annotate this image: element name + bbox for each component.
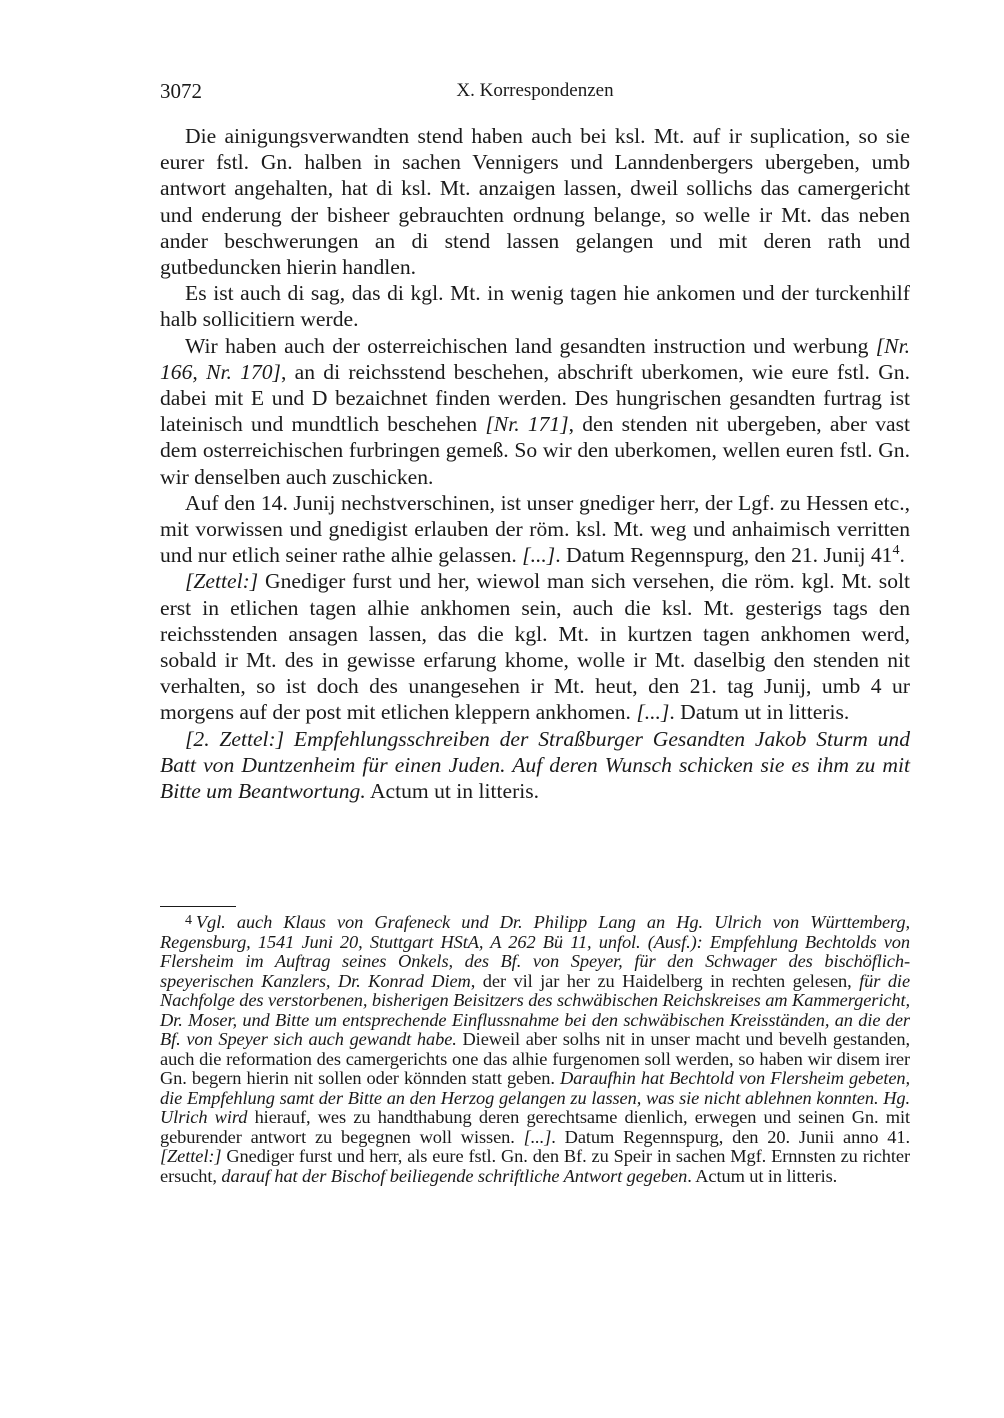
paragraph-3-text-c: , den stenden nit ubergeben, aber vast dem osterreichischen furbringen gemeß. So wir den uberkomen, wellen euren fstl. Gn. wir denselben auch zuschicken. <box>160 412 910 489</box>
paragraph-5-text-b: . Datum ut in litteris. <box>669 700 850 725</box>
footnote-italic-2: für die Nachfolge des verstorbenen, bisherigen Beisitzers des schwäbischen Reichskreises am Kammergericht, Dr. Moser, und Bitte um entsprechende Einflussnahme bei den schwäbischen Kreisständen, an die der Bf. von Speyer sich auch gewandt habe. <box>160 970 911 1049</box>
paragraph-5-text-a: Gnediger furst und her, wiewol man sich versehen, die röm. kgl. Mt. solt erst in etlichen tagen alhie ankhomen sein, auch die ksl. Mt. gesterigs tags den reichsstenden ansagen lassen, das die kgl. Mt. in kurtzen tagen ankhomen werd, sobald ir Mt. des in gewisse erfarung khome, wolle ir Mt. daselbig den stenden nit verhalten, so ist doch des unangesehen ir Mt. heut, den 21. tag Junij, umb 4 ur morgens auf der post mit etlichen kleppern ankhomen. <box>160 569 910 725</box>
footnotes <box>160 906 910 1186</box>
paragraph-6 <box>160 726 910 805</box>
footnote-italic-1: Vgl. auch Klaus von Grafeneck und Dr. Philipp Lang an Hg. Ulrich von Württemberg, Regensburg, 1541 Juni 20, Stuttgart HStA, A 262 Bü 11, unfol. (Ausf.): Empfehlung Bechtolds von Flersheim im Auftrag seines Onkels, des Bf. von Speyer, für den Schwager des bischöflich-speyerischen Kanzlers, Dr. Konrad Diem <box>160 912 910 991</box>
paragraph-6-text-b: Actum ut in litteris. <box>365 779 540 804</box>
footnote-roman-3: hierauf, wes zu handthabung deren gerechtsame dienlich, erwegen und seinen Gn. mit geburender antwort zu begegnen woll wissen. <box>160 1107 910 1147</box>
paragraph-1 <box>160 123 910 280</box>
paragraph-3-text-a: Wir haben auch der osterreichischen land gesandten instruction und werbung <box>185 333 876 358</box>
footnote-roman-1: , der vil jar her zu Haidelberg in rechten gelesen, <box>470 970 860 991</box>
footnote-4 <box>160 911 910 1186</box>
footnote-italic-6: darauf hat der Bischof beiliegende schriftliche Antwort gegeben <box>221 1165 688 1186</box>
omission-mark: [...] <box>522 543 556 568</box>
page-number: 3072 <box>160 79 202 103</box>
footnote-reference: 4 <box>892 543 900 559</box>
zettel-label: [Zettel:] <box>185 569 259 594</box>
page-header <box>160 79 910 109</box>
paragraph-5 <box>160 568 910 725</box>
editorial-summary: [2. Zettel:] Empfehlungsschreiben der Straßburger Gesandten Jakob Sturm und Batt von Duntzenheim für einen Juden. Auf deren Wunsch schicken sie es ihm zu mit Bitte um Beantwortung. <box>160 726 910 804</box>
footnote-italic-4: [...] <box>523 1126 552 1147</box>
footnote-italic-3: Daraufhin hat Bechtold von Flersheim gebeten, die Empfehlung samt der Bitte an den Herzog gelangen zu lassen, was sie nicht ablehnen konnten. Hg. Ulrich wird <box>160 1068 910 1127</box>
footnote-roman-4: . Datum Regennspurg, den 20. Junii anno 41. <box>551 1126 910 1147</box>
main-text <box>160 123 910 804</box>
running-head: X. Korrespondenzen <box>456 80 614 101</box>
paragraph-4-text-b: . Datum Regennspurg, den 21. Junij 41 <box>555 543 893 568</box>
cross-reference: [Nr. 171] <box>485 412 569 437</box>
cross-reference: [Nr. 166, Nr. 170] <box>160 333 910 384</box>
paragraph-2-text: Es ist auch di sag, das di kgl. Mt. in wenig tagen hie ankomen und der turckenhilf halb sollicitiern werde. <box>160 281 910 332</box>
paragraph-3-text-b: , an di reichsstend beschehen, abschrift uberkomen, wie eure fstl. Gn. dabei mit E und D bezaichnet finden werden. Des hungrischen gesandten furtrag ist lateinisch und mundtlich beschehen <box>160 359 910 437</box>
paragraph-2 <box>160 280 910 332</box>
footnote-roman-6: . Actum ut in litteris. <box>687 1165 838 1186</box>
footnote-italic-5: [Zettel:] <box>160 1146 222 1166</box>
footnote-rule <box>160 906 236 907</box>
paragraph-4 <box>160 490 910 569</box>
paragraph-1-text: Die ainigungsverwandten stend haben auch bei ksl. Mt. auf ir suplication, so sie eurer fstl. Gn. halben in sachen Vennigers und Lanndenbergers ubergeben, umb antwort angehalten, hat di ksl. Mt. anzaigen lassen, dweil sollichs das camergericht und enderung der bisheer gebrauchten ordnung belange, so welle ir Mt. das neben ander beschwerungen an di stend lassen gelangen und mit deren rath und gutbeduncken hierin handlen. <box>160 124 910 280</box>
paragraph-4-text-c: . <box>899 543 905 568</box>
omission-mark: [...] <box>636 700 670 725</box>
paragraph-3 <box>160 333 910 490</box>
footnote-roman-2: Dieweil aber solhs nit in unser macht und bevelh gestanden, auch die reformation des camergerichts one das alhie furgenomen soll werden, so haben wir disem irer Gn. begern hierin nit sollen oder könnden statt geben. <box>160 1029 910 1088</box>
footnote-mark: 4 <box>185 913 192 928</box>
paragraph-4-text-a: Auf den 14. Junij nechstverschinen, ist unser gnediger herr, der Lgf. zu Hessen etc., mit vorwissen und gnedigist erlauben der röm. ksl. Mt. weg und anhaimisch verritten und nur etlich seiner rathe alhie gelassen. <box>160 490 910 568</box>
footnote-roman-5: Gnediger furst und herr, als eure fstl. Gn. den Bf. zu Speir in sachen Mgf. Ernnsten zu richter ersucht, <box>160 1146 910 1186</box>
